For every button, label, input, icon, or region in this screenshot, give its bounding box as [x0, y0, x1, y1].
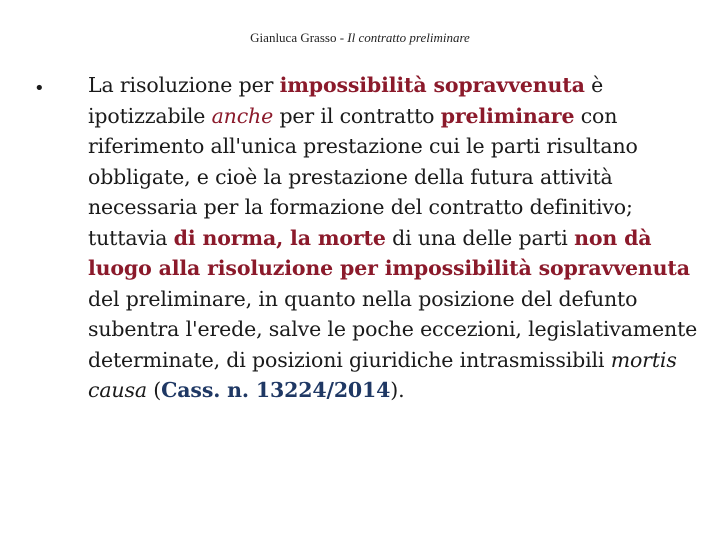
- case-citation: Cass. n. 13224/2014: [161, 378, 391, 402]
- bullet-paragraph: [88, 70, 700, 406]
- emphasis-impossibilita-sopravvenuta: impossibilità sopravvenuta: [279, 73, 585, 97]
- emphasis-non-da-luogo: non dà luogo alla risoluzione per impossibilità sopravvenuta: [88, 225, 690, 280]
- emphasis-mortis-causa: mortis causa: [88, 347, 677, 402]
- emphasis-anche: anche: [211, 103, 274, 128]
- text-segment: è ipotizzabile: [88, 73, 604, 128]
- emphasis-di-norma-la-morte: di norma, la morte: [173, 225, 386, 250]
- header-author: Gianluca Grasso -: [250, 30, 348, 45]
- text-segment: di una delle parti: [385, 225, 575, 250]
- text-segment: con riferimento all'unica prestazione cui le parti risultano obbligate, e cioè la prestazione della futura attività necessaria per la formazione del contratto definitivo; tuttavia: [88, 103, 638, 250]
- text-segment: La risoluzione per: [88, 73, 280, 97]
- text-segment: (: [146, 378, 162, 402]
- text-segment: ).: [390, 378, 405, 402]
- text-segment: per il contratto: [273, 103, 441, 128]
- text-segment: del preliminare, in quanto nella posizione del defunto subentra l'erede, salve le poche eccezioni, legislativamente determinate, di posizioni giuridiche intrasmissibili: [88, 286, 698, 372]
- emphasis-preliminare: preliminare: [440, 103, 575, 128]
- slide-header: [0, 30, 720, 46]
- bullet-point-marker: •: [34, 78, 45, 99]
- header-title: Il contratto preliminare: [347, 30, 470, 45]
